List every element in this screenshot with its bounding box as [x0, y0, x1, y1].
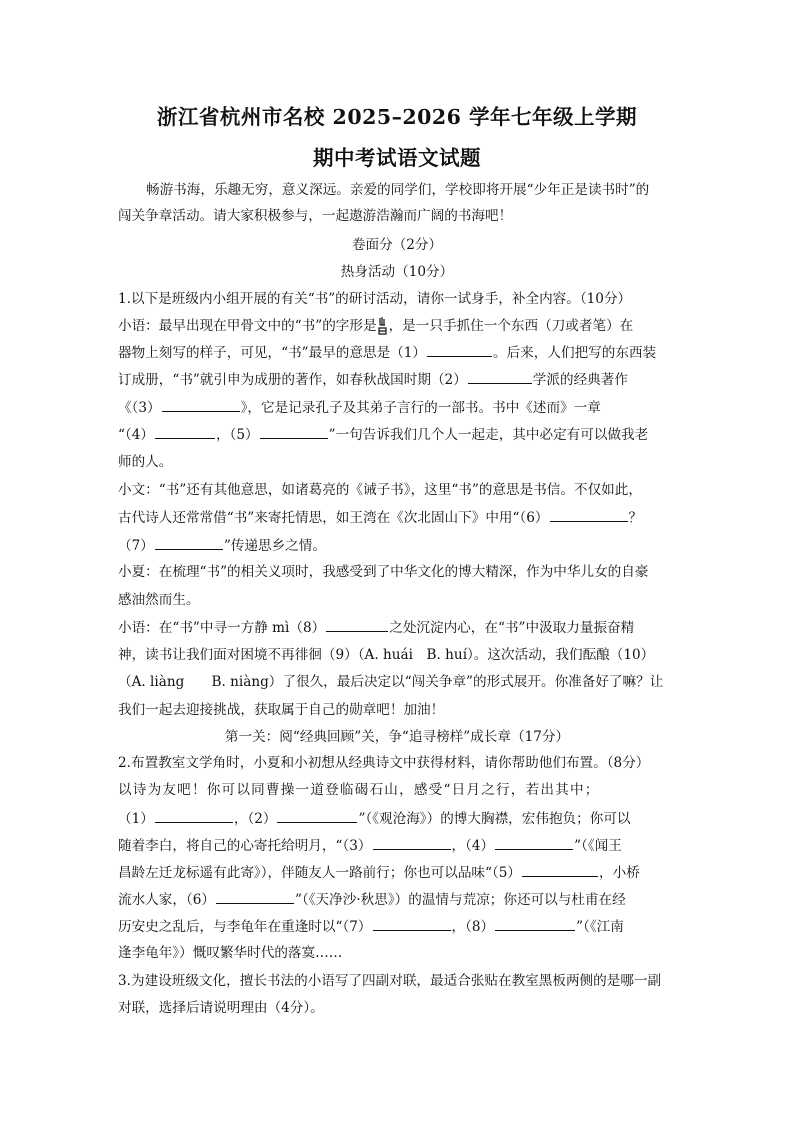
answer-blank-q2-5[interactable]	[522, 862, 598, 877]
oracle-bone-shu-icon	[377, 316, 389, 334]
answer-blank-q2-4[interactable]	[495, 835, 573, 850]
answer-blank-3[interactable]	[162, 397, 240, 412]
intro-line: 闯关争章活动。请大家积极参与，一起遨游浩瀚而广阔的书海吧！	[118, 208, 513, 224]
section-heading: 第一关：阅“经典回顾”关，争“追寻榜样”成长章（17分）	[224, 729, 570, 745]
question-paragraph: 昌龄左迁龙标遥有此寄》），伴随友人一路前行；你也可以品味“（5） ，小桥	[118, 862, 688, 882]
exam-title: 浙江省杭州市名校 2025–2026 学年七年级上学期	[156, 105, 638, 129]
question-paragraph: “（4） ，（5） ”一句告诉我们几个人一起走，其中必定有可以做我老	[118, 424, 688, 444]
answer-blank-1[interactable]	[427, 342, 492, 357]
question-paragraph: 以诗为友吧！你可以同曹操一道登临碣石山，感受“日月之行，若出其中；	[118, 782, 600, 798]
answer-blank-q2-3[interactable]	[373, 835, 451, 850]
question-paragraph: 我们一起去迎接挑战，获取属于自己的勋章吧！加油！	[118, 702, 445, 718]
answer-blank-q2-1[interactable]	[155, 808, 233, 823]
question-paragraph: 逢李龟年》）慨叹繁华时代的落寞……	[118, 945, 343, 961]
question-paragraph: 小语：最早出现在甲骨文中的“书”的字形是 ，是一只手抓住一个东西（刀或者笔）在	[118, 318, 634, 334]
exam-subtitle: 期中考试语文试题	[313, 146, 481, 170]
question-paragraph: 《（3） 》，它是记录孔子及其弟子言行的一部书。书中《述而》一章	[118, 397, 688, 417]
section-heading: 卷面分（2分）	[351, 237, 443, 253]
question-paragraph: （1） ，（2） ”（《观沧海》）的博大胸襟，宏伟抱负；你可以	[118, 808, 688, 828]
question-paragraph: 小夏：在梳理“书”的相关义项时，我感受到了中华文化的博大精深，作为中华儿女的自豪	[118, 564, 649, 580]
question-paragraph: 古代诗人还常常借“书”来寄托情思，如王湾在《次北固山下》中用“（6） ？	[118, 507, 688, 527]
answer-blank-8[interactable]	[326, 617, 388, 632]
question-paragraph: 神，读书让我们面对困境不再徘徊（9）（A. huái B. huí）。这次活动，我们酝酿（10）	[118, 647, 655, 663]
question-stem: 2.布置教室文学角时，小夏和小初想从经典诗文中获得材料，请你帮助他们布置。（8分）	[118, 755, 650, 771]
question-paragraph: 器物上刻写的样子，可见，“书”最早的意思是（1） 。后来，人们把写的东西装	[118, 342, 688, 362]
question-paragraph: 订成册，“书”就引申为成册的著作，如春秋战国时期（2） 学派的经典著作	[118, 369, 688, 389]
answer-blank-4[interactable]	[155, 424, 215, 439]
question-stem: 1.以下是班级内小组开展的有关“书”的研讨活动，请你一试身手，补全内容。（10分）	[118, 291, 632, 307]
question-paragraph: 历安史之乱后，与李龟年在重逢时以“（7） ，（8） ”（《江南	[118, 916, 688, 936]
answer-blank-q2-8[interactable]	[495, 916, 575, 931]
answer-blank-5[interactable]	[260, 424, 328, 439]
answer-blank-6[interactable]	[550, 507, 628, 522]
question-paragraph: 流水人家，（6） ”（《天净沙·秋思》）的温情与荒凉；你还可以与杜甫在经	[118, 889, 688, 909]
question-paragraph: 随着李白，将自己的心寄托给明月，“（3） ，（4） ”（《闻王	[118, 835, 688, 855]
answer-blank-q2-7[interactable]	[373, 916, 451, 931]
question-paragraph: 对联，选择后请说明理由（4分）。	[118, 1000, 324, 1016]
question-paragraph: 师的人。	[118, 454, 173, 470]
answer-blank-2[interactable]	[468, 369, 532, 384]
answer-blank-q2-6[interactable]	[216, 889, 294, 904]
answer-blank-7[interactable]	[155, 535, 223, 550]
intro-line: 畅游书海，乐趣无穷，意义深远。亲爱的同学们，学校即将开展“少年正是读书时”的	[146, 182, 650, 198]
question-paragraph: 小文：“书”还有其他意思，如诸葛亮的《诫子书》，这里“书”的意思是书信。不仅如此，	[118, 482, 642, 498]
question-paragraph: （A. liàng B. niàng）了很久，最后决定以“闯关争章”的形式展开。你准备好了嘛？让	[118, 674, 664, 690]
question-paragraph: （7） ”传递思乡之情。	[118, 535, 688, 555]
question-paragraph: 小语：在“书”中寻一方静 mì（8） 之处沉淀内心，在“书”中汲取力量振奋精	[118, 617, 688, 637]
answer-blank-q2-2[interactable]	[277, 808, 357, 823]
question-paragraph: 感油然而生。	[118, 592, 200, 608]
question-stem: 3.为建设班级文化，擅长书法的小语写了四副对联，最适合张贴在教室黑板两侧的是哪一副	[118, 973, 662, 989]
section-heading: 热身活动（10分）	[340, 264, 454, 280]
